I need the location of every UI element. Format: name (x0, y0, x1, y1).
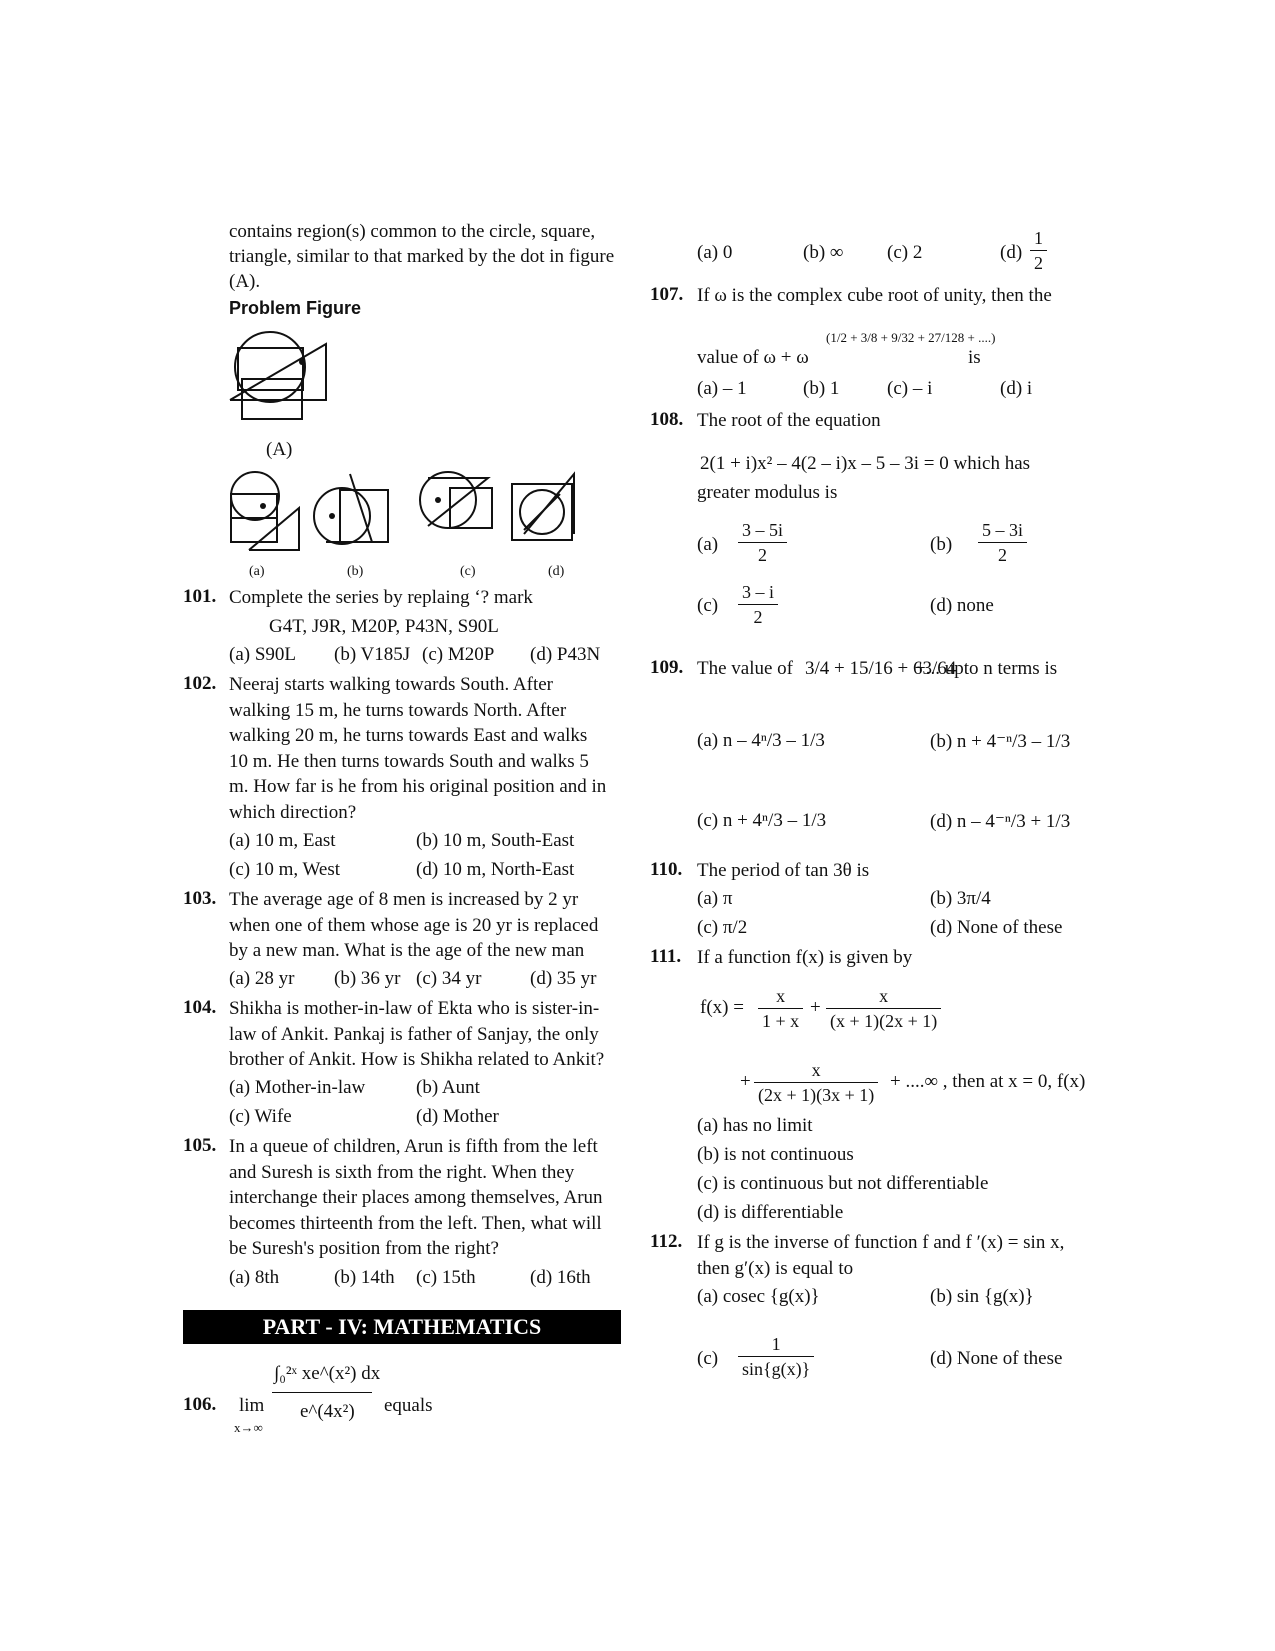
q111-option-b[interactable]: (b) is not continuous (697, 1144, 854, 1165)
q105-option-b[interactable]: (b) 14th (334, 1267, 395, 1288)
q104-line-1: Shikha is mother-in-law of Ekta who is sister-in- (229, 998, 600, 1019)
q102-option-a[interactable]: (a) 10 m, East (229, 830, 336, 851)
q108-b-denominator: 2 (998, 545, 1007, 565)
q108-a-denominator: 2 (758, 545, 767, 565)
q101-text: Complete the series by replaing ‘? mark (229, 587, 533, 608)
q105-option-c[interactable]: (c) 15th (416, 1267, 476, 1288)
q102-option-b[interactable]: (b) 10 m, South-East (416, 830, 575, 851)
q105-number: 105. (183, 1135, 217, 1156)
q106-denominator: e^(4x²) (300, 1401, 355, 1422)
q111-text: If a function f(x) is given by (697, 947, 913, 968)
q102-option-c[interactable]: (c) 10 m, West (229, 859, 341, 880)
q104-number: 104. (183, 997, 217, 1018)
intro-line-2: triangle, similar to that marked by the dot in figure (229, 246, 615, 267)
q106-option-d-fraction (1030, 226, 1047, 275)
q108-option-b-label[interactable]: (b) (930, 534, 953, 555)
q112-c-denominator: sin{g(x)} (742, 1359, 811, 1379)
q106-option-a[interactable]: (a) 0 (697, 242, 733, 263)
q106-option-c[interactable]: (c) 2 (887, 242, 923, 263)
q108-option-d[interactable]: (d) none (930, 595, 994, 616)
q106-option-d[interactable]: (d) (1000, 242, 1023, 263)
q103-option-a[interactable]: (a) 28 yr (229, 968, 295, 989)
q107-line-1: If ω is the complex cube root of unity, then the (697, 285, 1052, 306)
q108-line-1: The root of the equation (697, 410, 881, 431)
q108-option-c-label[interactable]: (c) (697, 595, 719, 616)
q108-option-a-fraction[interactable] (738, 518, 787, 567)
q106-d-denominator: 2 (1034, 253, 1043, 273)
q106-lim: lim (239, 1395, 265, 1416)
q111-plus-2: + (740, 1071, 751, 1092)
q111-term-1 (758, 984, 803, 1033)
q111-term3-numerator: x (754, 1058, 878, 1083)
q102-line-3: walking 20 m, he turns towards East and walks (229, 725, 588, 746)
q111-plus-1: + (810, 997, 821, 1018)
q108-a-numerator: 3 – 5i (738, 518, 787, 543)
q112-option-b[interactable]: (b) sin {g(x)} (930, 1286, 1034, 1307)
answer-figure-a (229, 468, 309, 558)
answer-figure-c (418, 468, 508, 548)
q106-number: 106. (183, 1394, 217, 1415)
q109-option-d[interactable]: (d) n – 4⁻ⁿ/3 + 1/3 (930, 811, 1071, 832)
q109-prefix: The value of (697, 658, 794, 679)
q108-line-3: greater modulus is (697, 482, 838, 503)
q108-option-b-fraction[interactable] (978, 518, 1027, 567)
q107-option-a[interactable]: (a) – 1 (697, 378, 747, 399)
q111-number: 111. (650, 946, 682, 967)
q103-line-2: when one of them whose age is 20 yr is replaced (229, 915, 599, 936)
q106-numerator: ∫₀²ˣ xe^(x²) dx (274, 1363, 381, 1384)
q102-line-1: Neeraj starts walking towards South. After (229, 674, 553, 695)
q110-text: The period of tan 3θ is (697, 860, 870, 881)
q109-series: 3/4 + 15/16 + 63/64 (805, 658, 957, 679)
figure-a-label: (A) (266, 439, 293, 460)
q110-option-c[interactable]: (c) π/2 (697, 917, 748, 938)
q112-number: 112. (650, 1231, 683, 1252)
q112-line-2: then g′(x) is equal to (697, 1258, 854, 1279)
q111-term-2 (826, 984, 941, 1033)
q103-option-d[interactable]: (d) 35 yr (530, 968, 597, 989)
q102-line-6: which direction? (229, 802, 357, 823)
q102-line-5: m. How far is he from his original position and in (229, 776, 607, 797)
q111-term1-numerator: x (758, 984, 803, 1009)
q107-option-c[interactable]: (c) – i (887, 378, 933, 399)
q104-option-c[interactable]: (c) Wife (229, 1106, 292, 1127)
q101-option-a[interactable]: (a) S90L (229, 644, 297, 665)
q109-option-b[interactable]: (b) n + 4⁻ⁿ/3 – 1/3 (930, 731, 1071, 752)
answer-figure-b (312, 470, 392, 555)
q102-option-d[interactable]: (d) 10 m, North-East (416, 859, 575, 880)
q112-line-1: If g is the inverse of function f and f ′(x) = sin x, (697, 1232, 1065, 1253)
q105-line-3: interchange their places among themselves, Arun (229, 1187, 603, 1208)
q107-prefix: value of ω + ω (697, 347, 809, 368)
section-banner: PART - IV: MATHEMATICS (183, 1310, 621, 1344)
q105-option-a[interactable]: (a) 8th (229, 1267, 280, 1288)
q103-option-b[interactable]: (b) 36 yr (334, 968, 401, 989)
problem-figure-a (228, 330, 338, 430)
intro-line-1: contains region(s) common to the circle, square, (229, 221, 596, 242)
q106-lim-subscript: x→∞ (234, 1420, 263, 1435)
q103-option-c[interactable]: (c) 34 yr (416, 968, 482, 989)
q105-line-2: and Suresh is sixth from the right. When they (229, 1162, 575, 1183)
q104-option-b[interactable]: (b) Aunt (416, 1077, 480, 1098)
answer-figure-d (508, 468, 583, 548)
q111-f-label: f(x) = (700, 997, 744, 1018)
q110-number: 110. (650, 859, 683, 880)
q109-tail: +... upto n terms is (915, 658, 1058, 679)
q105-line-5: be Suresh's position from the right? (229, 1238, 499, 1259)
q111-term2-numerator: x (826, 984, 941, 1009)
q104-option-d[interactable]: (d) Mother (416, 1106, 499, 1127)
q111-option-d[interactable]: (d) is differentiable (697, 1202, 844, 1223)
q109-option-a[interactable]: (a) n – 4ⁿ/3 – 1/3 (697, 730, 825, 751)
q108-c-denominator: 2 (753, 607, 763, 627)
q112-option-c-fraction[interactable] (738, 1332, 814, 1381)
q111-term2-denominator: (x + 1)(2x + 1) (830, 1011, 938, 1031)
q102-number: 102. (183, 673, 217, 694)
q103-number: 103. (183, 888, 217, 909)
q107-suffix: is (968, 347, 981, 368)
q111-term3-denominator: (2x + 1)(3x + 1) (758, 1085, 875, 1105)
q107-option-b[interactable]: (b) 1 (803, 378, 840, 399)
q111-option-c[interactable]: (c) is continuous but not differentiable (697, 1173, 989, 1194)
q106-tail: equals (384, 1395, 433, 1416)
q110-option-a[interactable]: (a) π (697, 888, 733, 909)
q101-option-b[interactable]: (b) V185J (334, 644, 411, 665)
q104-line-3: brother of Ankit. How is Shikha related to Ankit? (229, 1049, 605, 1070)
q106-d-numerator: 1 (1030, 226, 1047, 251)
q109-option-c[interactable]: (c) n + 4ⁿ/3 – 1/3 (697, 810, 827, 831)
q101-option-c[interactable]: (c) M20P (422, 644, 495, 665)
q112-option-d[interactable]: (d) None of these (930, 1348, 1063, 1369)
q105-option-d[interactable]: (d) 16th (530, 1267, 591, 1288)
intro-line-3: (A). (229, 271, 261, 292)
q103-line-3: by a new man. What is the age of the new man (229, 940, 585, 961)
q108-c-numerator: 3 – i (738, 580, 778, 605)
answer-label-b: (b) (347, 564, 364, 579)
q111-term-3 (754, 1058, 878, 1107)
q109-number: 109. (650, 657, 684, 678)
q111-term1-denominator: 1 + x (762, 1011, 800, 1031)
q106-option-b[interactable]: (b) ∞ (803, 242, 844, 263)
q105-line-4: becomes thirteenth from the left. Then, what will (229, 1213, 602, 1234)
answer-label-c: (c) (460, 564, 476, 579)
q112-c-numerator: 1 (738, 1332, 814, 1357)
q101-series: G4T, J9R, M20P, P43N, S90L (269, 616, 499, 637)
q105-line-1: In a queue of children, Arun is fifth from the left (229, 1136, 598, 1157)
q107-exponent: (1/2 + 3/8 + 9/32 + 27/128 + ....) (826, 330, 996, 345)
q101-option-d[interactable]: (d) P43N (530, 644, 601, 665)
q108-option-c-fraction[interactable] (738, 580, 778, 629)
q111-tail: + ....∞ , then at x = 0, f(x) (890, 1071, 1086, 1092)
q108-number: 108. (650, 409, 684, 430)
q102-line-4: 10 m. He then turns towards South and walks 5 (229, 751, 589, 772)
q107-option-d[interactable]: (d) i (1000, 378, 1033, 399)
answer-label-d: (d) (548, 564, 565, 579)
q108-option-a-label[interactable]: (a) (697, 534, 719, 555)
q108-b-numerator: 5 – 3i (978, 518, 1027, 543)
q112-option-a[interactable]: (a) cosec {g(x)} (697, 1286, 820, 1307)
answer-label-a: (a) (249, 564, 265, 579)
q104-line-2: law of Ankit. Pankaj is father of Sanjay, the only (229, 1024, 599, 1045)
q103-line-1: The average age of 8 men is increased by 2 yr (229, 889, 579, 910)
q108-equation: 2(1 + i)x² – 4(2 – i)x – 5 – 3i = 0 which has (700, 453, 1031, 474)
q104-option-a[interactable]: (a) Mother-in-law (229, 1077, 366, 1098)
q110-option-d[interactable]: (d) None of these (930, 917, 1063, 938)
q111-option-a[interactable]: (a) has no limit (697, 1115, 813, 1136)
q101-number: 101. (183, 586, 217, 607)
q110-option-b[interactable]: (b) 3π/4 (930, 888, 991, 909)
q106-fraction-bar (272, 1392, 372, 1393)
problem-figure-label: Problem Figure (229, 298, 362, 318)
q102-line-2: walking 15 m, he turns towards North. After (229, 700, 567, 721)
q112-option-c-label[interactable]: (c) (697, 1348, 719, 1369)
q107-number: 107. (650, 284, 684, 305)
